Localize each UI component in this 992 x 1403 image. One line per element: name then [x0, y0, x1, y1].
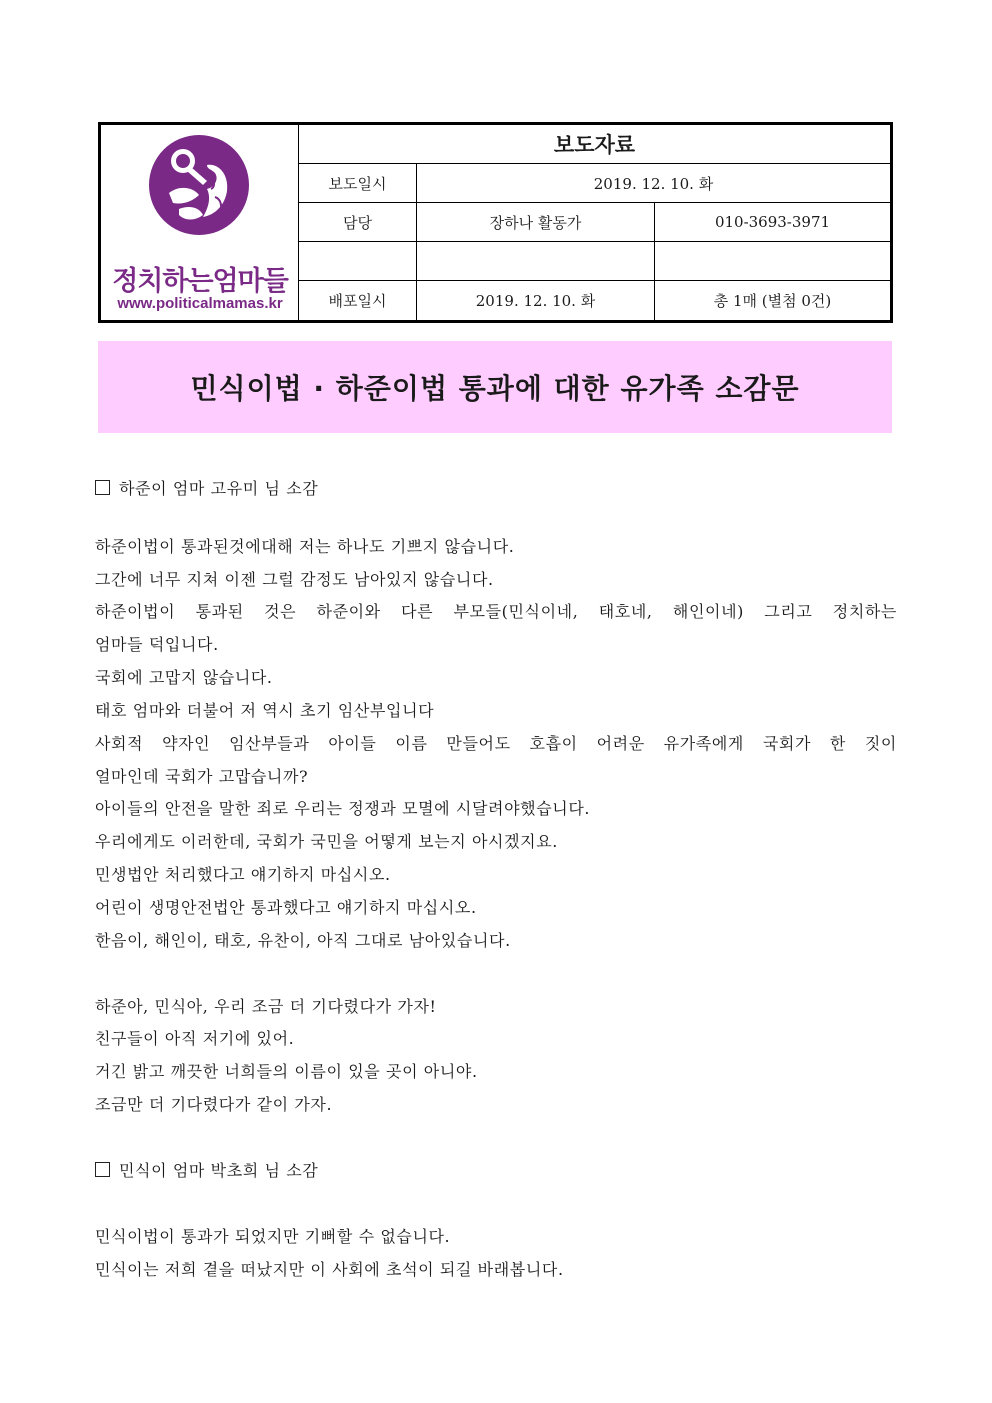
press-info-grid	[299, 125, 890, 320]
contact-name: 장하나 활동가	[417, 203, 655, 241]
section-heading	[95, 1160, 897, 1182]
paragraph-line: 태호 엄마와 더불어 저 역시 초기 임산부입니다	[95, 701, 435, 720]
checkbox-square-icon	[95, 1162, 110, 1177]
contact-phone: 010-3693-3971	[714, 213, 831, 231]
paragraph-line: 하준이법이 통과된 것은 하준이와 다른 부모들(민식이네, 태호네, 해인이네) 그리고 정치하는	[95, 602, 897, 621]
row-distribution	[299, 281, 890, 320]
logo-url: www.politicalmamas.kr	[117, 295, 283, 312]
paragraph-line: 아이들의 안전을 말한 죄로 우리는 정쟁과 모멸에 시달려야했습니다.	[95, 799, 591, 818]
paragraph-line: 어린이 생명안전법안 통과했다고 얘기하지 마십시오.	[95, 898, 477, 917]
paragraph-line: 우리에게도 이러한데, 국회가 국민을 어떻게 보는지 아시겠지요.	[95, 832, 558, 851]
paragraph-line: 국회에 고맙지 않습니다.	[95, 668, 273, 687]
paragraph-line: 거긴 밝고 깨끗한 너희들의 이름이 있을 곳이 아니야.	[95, 1062, 478, 1081]
paragraph-line: 민생법안 처리했다고 얘기하지 마십시오.	[95, 865, 391, 884]
section-heading-text: 민식이 엄마 박초희 님 소감	[119, 1161, 319, 1180]
release-date-value: 2019. 12. 10. 화	[593, 174, 714, 193]
logo-cell	[101, 125, 299, 320]
page-count: 총 1매 (별첨 0건)	[713, 291, 832, 310]
distribution-label: 배포일시	[299, 281, 417, 320]
press-release-title: 보도자료	[299, 125, 890, 164]
headline: 민식이법 · 하준이법 통과에 대한 유가족 소감문	[190, 372, 800, 405]
empty-cell	[299, 242, 417, 280]
contact-label: 담당	[299, 203, 417, 241]
paragraph-line: 조금만 더 기다렸다가 같이 가자.	[95, 1095, 333, 1114]
paragraph-line: 그간에 너무 지쳐 이젠 그럴 감정도 남아있지 않습니다.	[95, 570, 494, 589]
paragraph-line: 얼마인데 국회가 고맙습니까?	[95, 767, 309, 786]
logo-emblem-icon	[149, 135, 249, 235]
headline-banner	[98, 341, 892, 433]
logo-name: 정치하는엄마들	[112, 266, 288, 297]
distribution-date: 2019. 12. 10. 화	[417, 281, 655, 320]
paragraph-line: 한음이, 해인이, 태호, 유찬이, 아직 그대로 남아있습니다.	[95, 931, 511, 950]
paragraph-line: 친구들이 아직 저기에 있어.	[95, 1029, 295, 1048]
row-release-date	[299, 164, 890, 203]
checkbox-square-icon	[95, 480, 110, 495]
empty-cell	[417, 242, 655, 280]
release-date-label: 보도일시	[299, 164, 417, 202]
section-heading-text: 하준이 엄마 고유미 님 소감	[119, 479, 319, 498]
press-info-table	[98, 122, 893, 323]
empty-cell	[655, 242, 890, 280]
paragraph-line: 하준아, 민식아, 우리 조금 더 기다렸다가 가자!	[95, 997, 437, 1016]
paragraph-line: 엄마들 덕입니다.	[95, 635, 219, 654]
paragraph-line: 민식이는 저희 곁을 떠났지만 이 사회에 초석이 되길 바래봅니다.	[95, 1260, 564, 1279]
paragraph-line: 하준이법이 통과된것에대해 저는 하나도 기쁘지 않습니다.	[95, 537, 515, 556]
paragraph-line: 민식이법이 통과가 되었지만 기뻐할 수 없습니다.	[95, 1227, 451, 1246]
section-heading	[95, 478, 897, 500]
row-contact	[299, 203, 890, 242]
row-empty	[299, 242, 890, 281]
paragraph-line: 사회적 약자인 임산부들과 아이들 이름 만들어도 호흡이 어려운 유가족에게 국회가 한 짓이	[95, 734, 897, 753]
